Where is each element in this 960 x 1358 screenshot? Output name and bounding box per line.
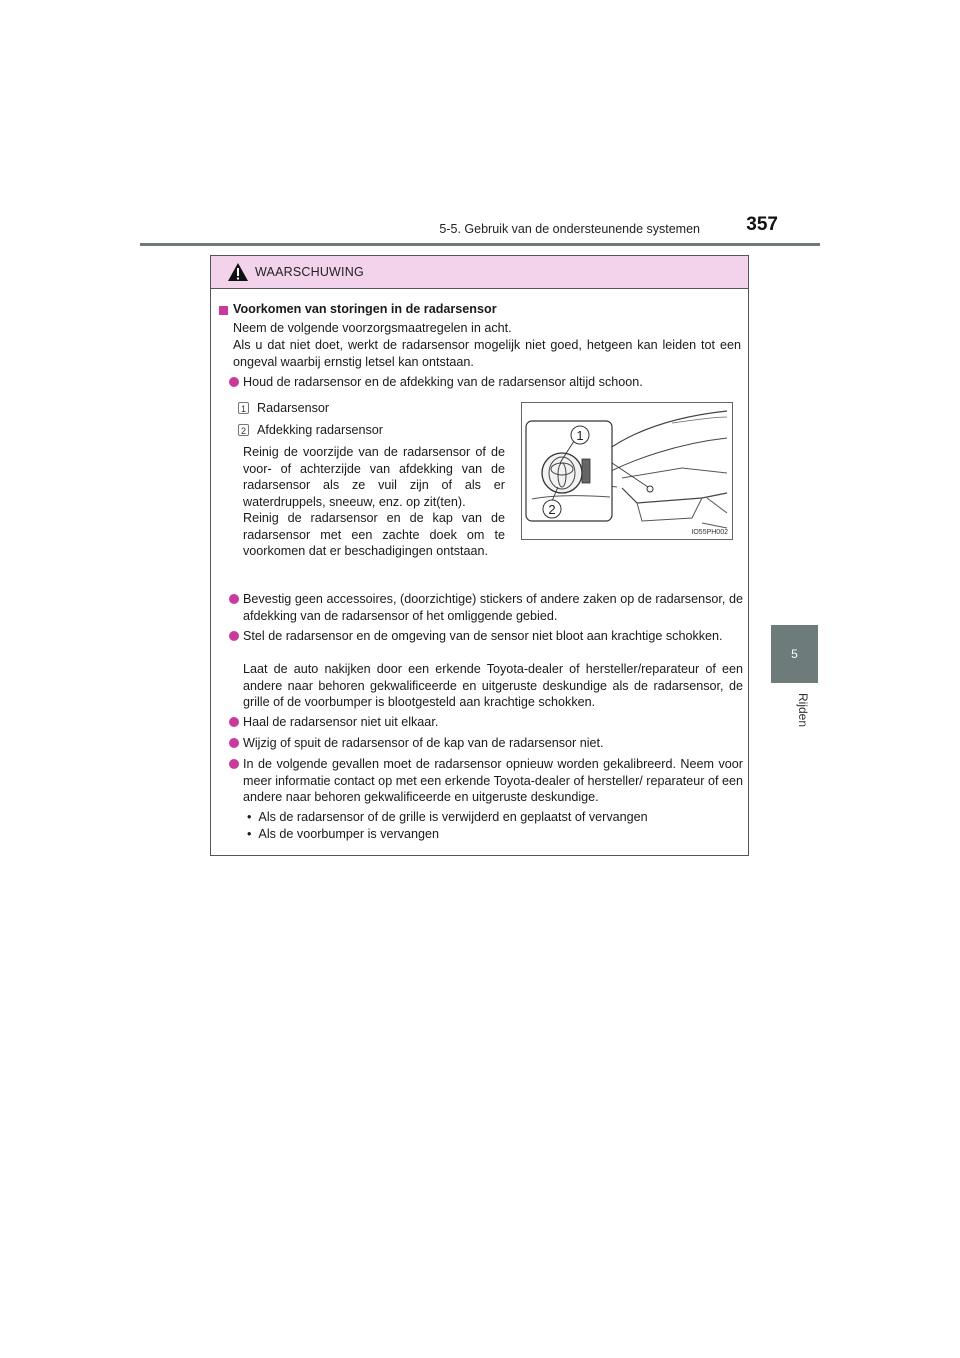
chapter-number: 5: [791, 647, 798, 661]
warning-triangle-icon: [227, 262, 249, 282]
bullet-dot: [229, 738, 239, 748]
sub-bullet-1: [247, 809, 737, 826]
bullet-text-3-extra: Laat de auto nakijken door een erkende Toyota-dealer of hersteller/reparateur of een andere naar behoren gekwalificeerde en uitgeruste deskundige als de radarsensor, de grille of de voorbumper is blootgesteld aan krachtige schokken.: [243, 662, 743, 709]
bullet-dot: [229, 631, 239, 641]
radar-sensor-figure: [521, 402, 733, 540]
bullet-text-5: Wijzig of spuit de radarsensor of de kap van de radarsensor niet.: [243, 736, 604, 750]
bullet-text-6: In de volgende gevallen moet de radarsensor opnieuw worden gekalibreerd. Neem voor meer informatie contact op met een erkende Toyota-dealer of hersteller/ reparateur of een andere naar behoren gekwalificeerde en uitgeruste deskundige.: [243, 757, 743, 804]
section-title: 5-5. Gebruik van de ondersteunende systemen: [439, 222, 700, 236]
warning-header: [211, 256, 748, 289]
legend-label-1: Radarsensor: [257, 401, 330, 415]
sub-bullet-text-1: Als de radarsensor of de grille is verwijderd en geplaatst of vervangen: [258, 810, 648, 824]
section-square-bullet: [219, 306, 228, 315]
legend-label-2: Afdekking radarsensor: [257, 423, 384, 437]
bullet-dot: [229, 717, 239, 727]
figure-callout-1: 1: [576, 428, 584, 443]
section-heading: Voorkomen van storingen in de radarsensor: [233, 302, 497, 316]
warning-title: WAARSCHUWING: [255, 265, 364, 279]
bullet-text-4: Haal de radarsensor niet uit elkaar.: [243, 715, 439, 729]
bullet-text-3: Stel de radarsensor en de omgeving van de sensor niet bloot aan krachtige schokken.: [243, 629, 723, 643]
car-front-illustration: [522, 403, 732, 539]
sub-bullet-marker: •: [247, 810, 259, 824]
clean-instructions-2: Reinig de radarsensor en de kap van de radarsensor met een zachte doek om te voorkomen dat er beschadigingen ontstaan.: [243, 511, 505, 558]
sub-bullet-marker: •: [247, 827, 259, 841]
sub-bullet-text-2: Als de voorbumper is vervangen: [258, 827, 440, 841]
page-header: [0, 0, 960, 250]
chapter-label: Rijden: [796, 693, 810, 728]
bullet-text-1: Houd de radarsensor en de afdekking van de radarsensor altijd schoon.: [243, 375, 643, 389]
intro-line-1: Neem de volgende voorzorgsmaatregelen in acht.: [233, 321, 512, 335]
legend-number-2: 2: [238, 424, 249, 436]
bullet-dot: [229, 377, 239, 387]
sub-bullet-2: [247, 826, 737, 843]
bullet-dot: [229, 594, 239, 604]
bullet-dot: [229, 759, 239, 769]
header-rule: [140, 243, 820, 246]
warning-box: [210, 255, 749, 856]
page-number: 357: [746, 214, 778, 235]
clean-instructions-1: Reinig de voorzijde van de radarsensor of de voor- of achterzijde van afdekking van de radarsensor als ze vuil zijn of als er waterdruppels, sneeuw, enz. op zit(ten).: [243, 445, 505, 509]
chapter-tab[interactable]: [771, 625, 818, 683]
figure-callout-2: 2: [548, 502, 556, 517]
intro-line-2: Als u dat niet doet, werkt de radarsensor mogelijk niet goed, hetgeen kan leiden tot een ongeval waarbij ernstig letsel kan ontstaan.: [233, 338, 741, 369]
figure-code: IO55PH002: [691, 529, 728, 536]
bullet-text-2: Bevestig geen accessoires, (doorzichtige) stickers of andere zaken op de radarsensor, de afdekking van de radarsensor of het omliggende gebied.: [243, 592, 743, 623]
legend-number-1: 1: [238, 402, 249, 414]
